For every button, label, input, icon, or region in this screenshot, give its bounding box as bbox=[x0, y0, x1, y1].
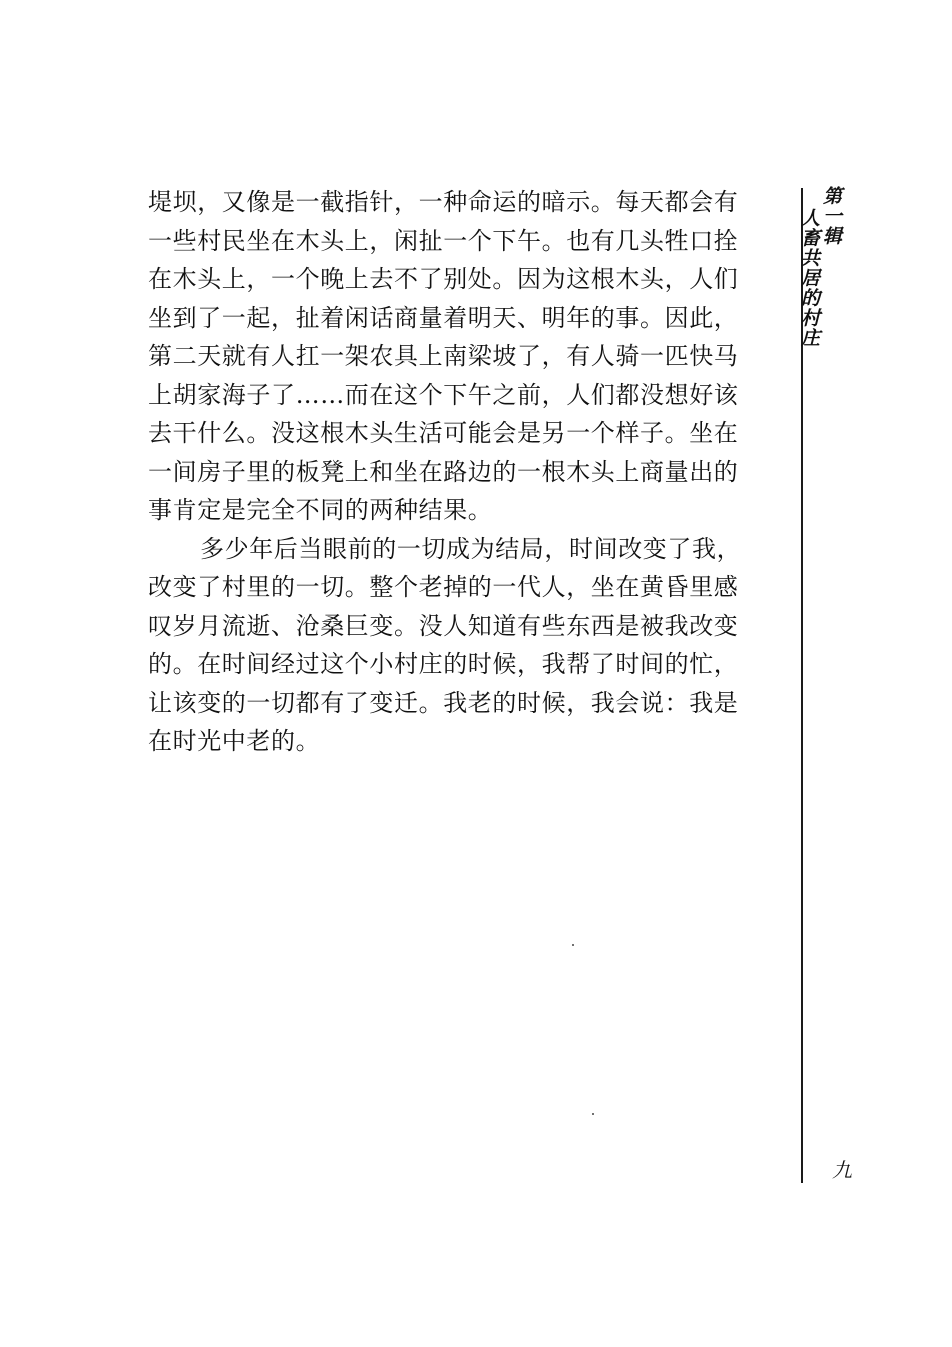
scan-speck bbox=[572, 944, 574, 946]
page-number: 九 bbox=[832, 1158, 852, 1182]
text-line: 多少年后当眼前的一切成为结局，时间改变了我， bbox=[200, 534, 742, 563]
text-line: 事肯定是完全不同的两种结果。 bbox=[148, 496, 493, 524]
text-line: 去干什么。没这根木头生活可能会是另一个样子。坐在 bbox=[148, 419, 739, 447]
text-line: 让该变的一切都有了变迁。我老的时候，我会说：我是 bbox=[148, 688, 739, 717]
text-line: 叹岁月流逝、沧桑巨变。没人知道有些东西是被我改变 bbox=[148, 611, 739, 640]
scan-speck bbox=[592, 1113, 594, 1115]
text-line: 一些村民坐在木头上，闲扯一个下午。也有几头牲口拴 bbox=[148, 226, 739, 255]
chapter-number: 第一辑 bbox=[820, 186, 842, 246]
body-text bbox=[148, 183, 768, 761]
text-line: 坐到了一起，扯着闲话商量着明天、明年的事。因此， bbox=[148, 303, 739, 332]
text-line: 第二天就有人扛一架农具上南梁坡了，有人骑一匹快马 bbox=[148, 342, 739, 370]
text-line: 的。在时间经过这个小村庄的时候，我帮了时间的忙， bbox=[148, 650, 739, 678]
text-line: 上胡家海子了……而在这个下午之前，人们都没想好该 bbox=[148, 380, 739, 409]
text-line: 一间房子里的板凳上和坐在路边的一根木头上商量出的 bbox=[148, 457, 739, 486]
text-line: 在时光中老的。 bbox=[148, 727, 321, 755]
text-line: 改变了村里的一切。整个老掉的一代人，坐在黄昏里感 bbox=[148, 573, 739, 601]
text-line: 在木头上，一个晚上去不了别处。因为这根木头，人们 bbox=[148, 265, 739, 293]
running-head bbox=[798, 186, 842, 348]
text-line: 堤坝，又像是一截指针，一种命运的暗示。每天都会有 bbox=[148, 188, 739, 216]
chapter-title: 人畜共居的村庄 bbox=[798, 208, 820, 348]
